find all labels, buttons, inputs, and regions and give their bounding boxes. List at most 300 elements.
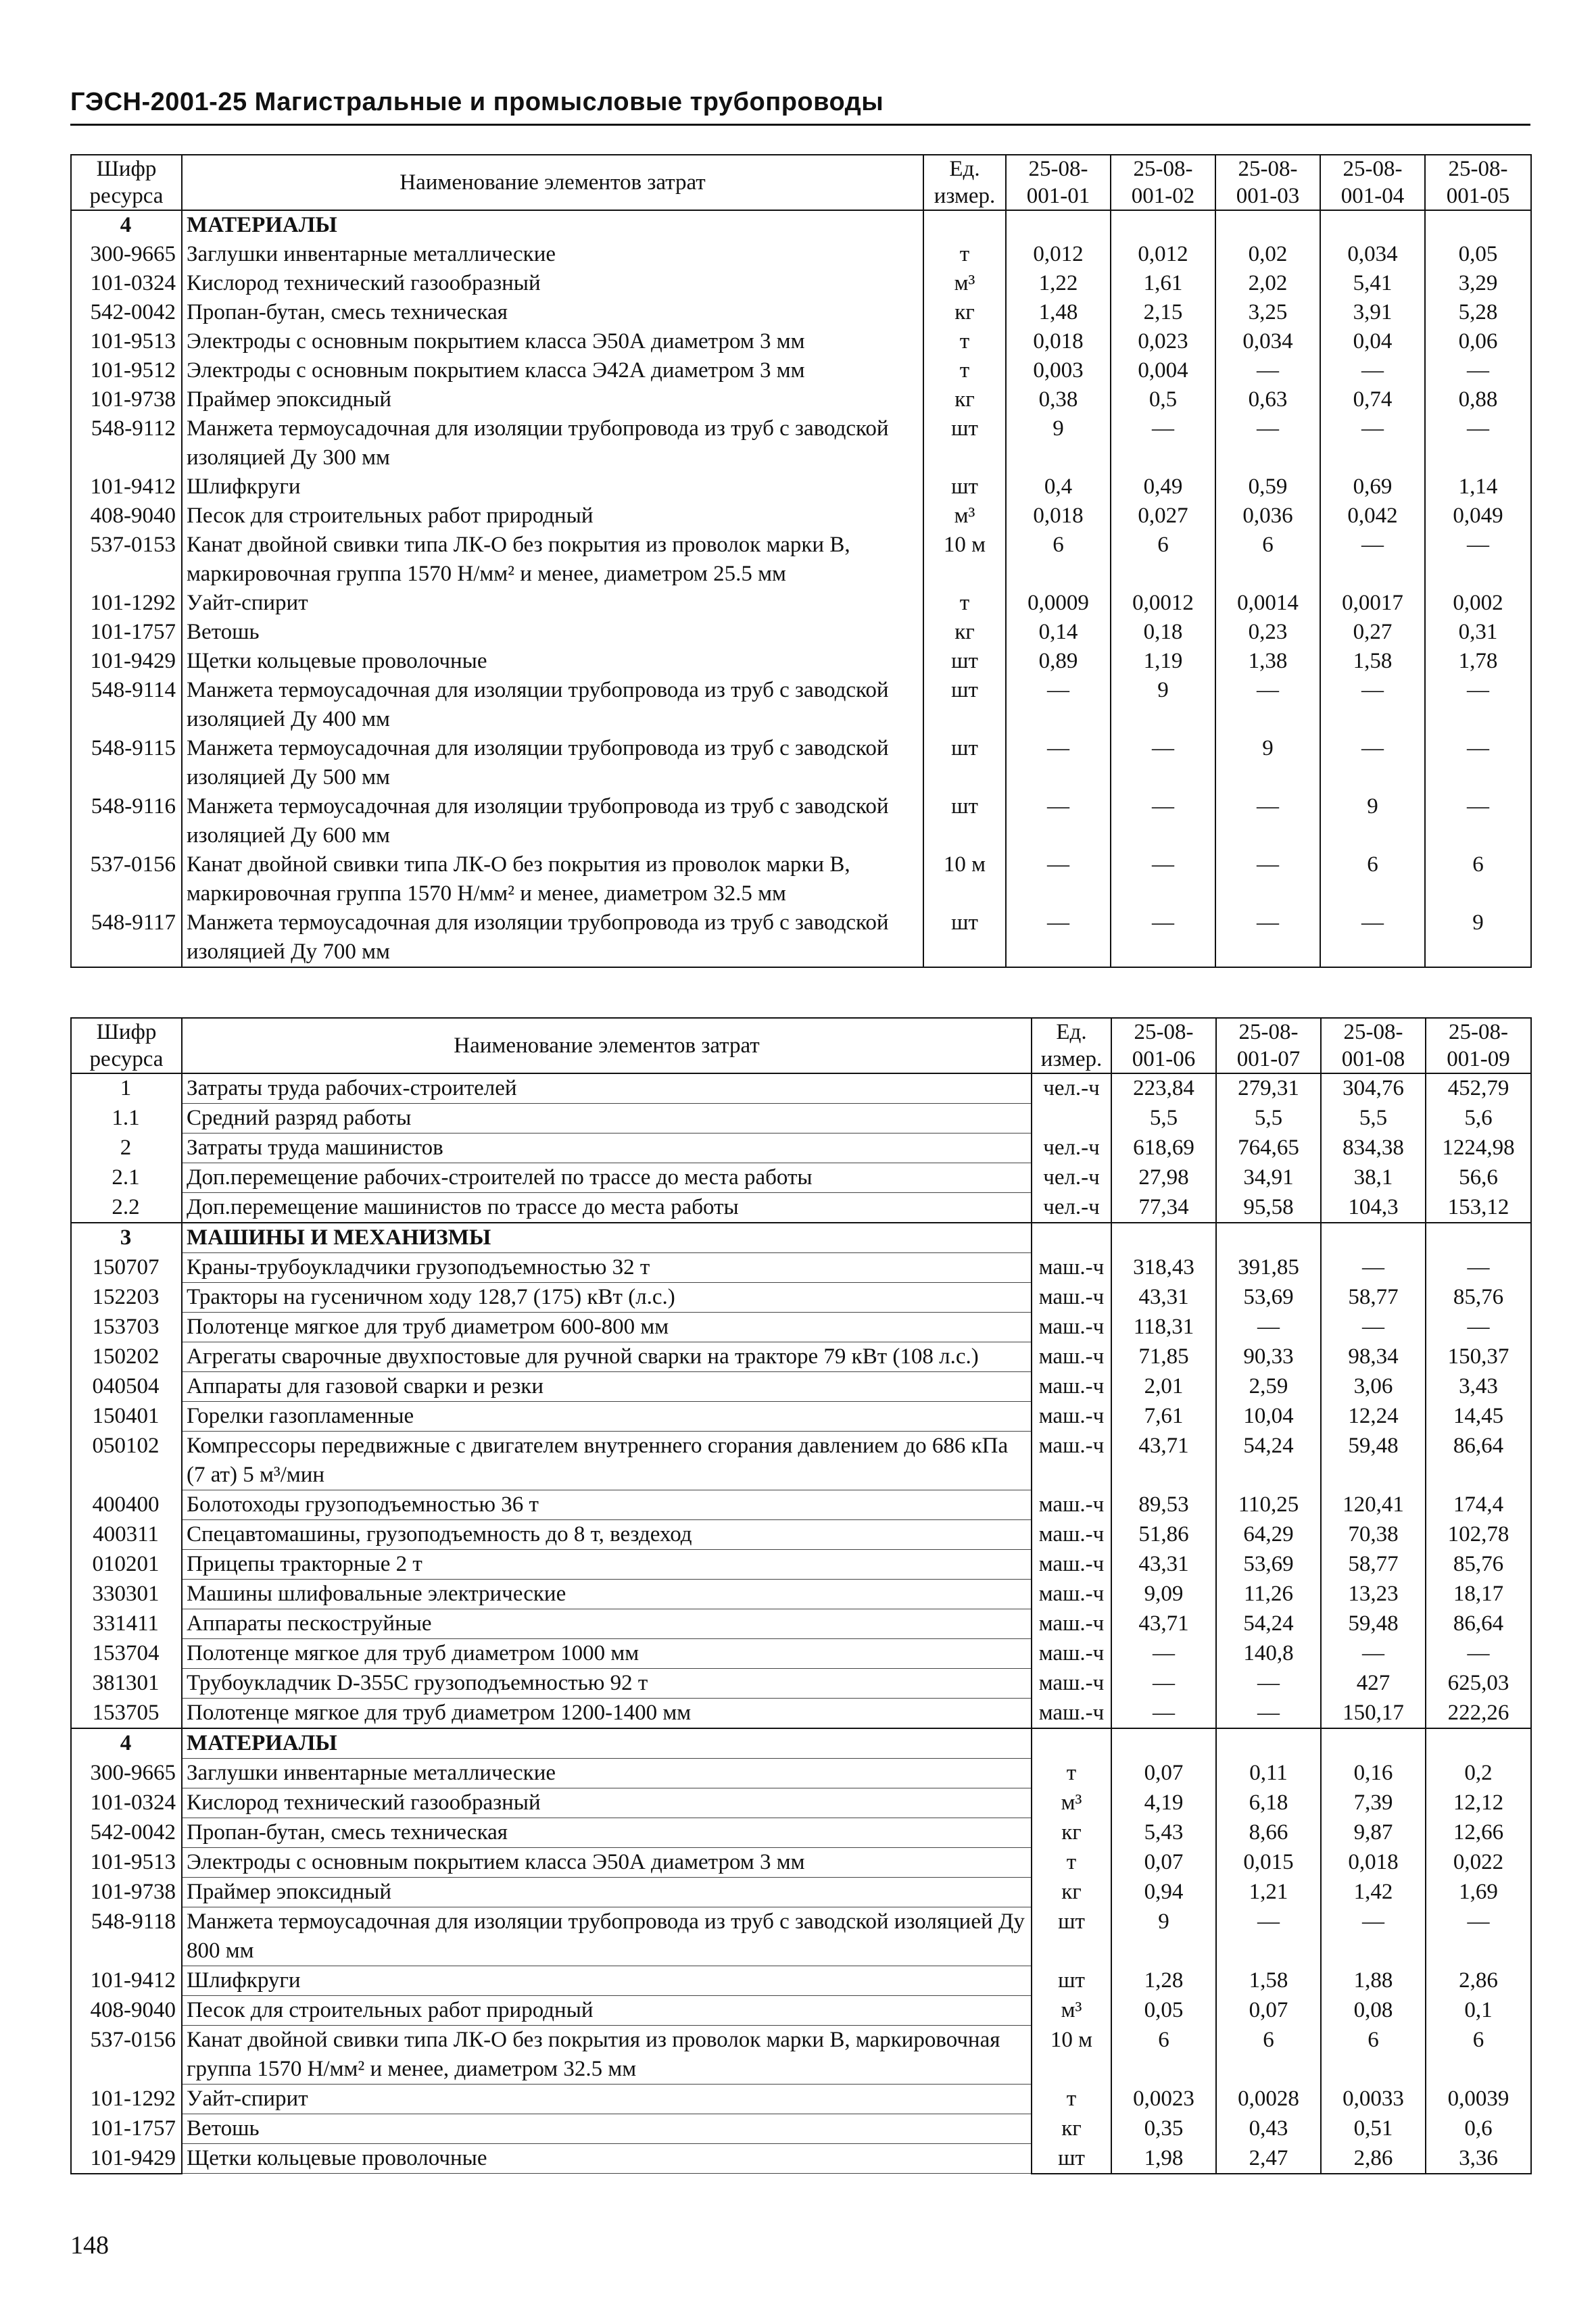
norm-value: 14,45 <box>1426 1402 1531 1432</box>
table-row <box>71 1759 1531 1788</box>
norm-value: — <box>1426 1907 1531 1966</box>
unit-of-measure: чел.-ч <box>1032 1073 1111 1104</box>
norm-value: 0,11 <box>1216 1759 1321 1788</box>
table-row <box>71 1907 1531 1966</box>
col-header-code: Шифр ресурса <box>71 1018 182 1073</box>
table-row <box>71 792 1531 850</box>
norm-value: 0,18 <box>1111 618 1215 647</box>
norm-value: — <box>1320 356 1425 385</box>
resource-code: 101-9738 <box>71 385 182 414</box>
norm-value: 12,12 <box>1426 1788 1531 1818</box>
norm-value: 0,31 <box>1425 618 1531 647</box>
unit-of-measure: шт <box>923 792 1006 850</box>
resource-code: 150707 <box>71 1253 182 1283</box>
norm-value: 1,48 <box>1006 298 1111 327</box>
col-header-code: Шифр ресурса <box>71 155 182 210</box>
norm-value: 4,19 <box>1111 1788 1216 1818</box>
unit-of-measure: кг <box>1032 1818 1111 1848</box>
resource-code: 537-0156 <box>71 2026 182 2085</box>
norm-value: — <box>1111 850 1215 908</box>
resource-code: 010201 <box>71 1550 182 1580</box>
unit-of-measure: кг <box>923 298 1006 327</box>
resource-name: Заглушки инвентарные металлические <box>182 240 923 269</box>
norm-value: 0,034 <box>1320 240 1425 269</box>
norm-value <box>1321 1223 1426 1253</box>
norm-value: 1,38 <box>1215 647 1320 676</box>
unit-of-measure: маш.-ч <box>1032 1669 1111 1699</box>
norm-value <box>1216 1728 1321 1759</box>
norm-value: — <box>1426 1639 1531 1669</box>
table-row <box>71 1609 1531 1639</box>
norm-value: 64,29 <box>1216 1520 1321 1550</box>
unit-of-measure: чел.-ч <box>1032 1163 1111 1193</box>
table-row <box>71 1073 1531 1104</box>
norm-value: 2,59 <box>1216 1372 1321 1402</box>
norm-value: 0,036 <box>1215 502 1320 531</box>
resource-code: 330301 <box>71 1580 182 1609</box>
norm-value: 58,77 <box>1321 1283 1426 1313</box>
norm-value: 0,23 <box>1215 618 1320 647</box>
norm-value: 0,023 <box>1111 327 1215 356</box>
resource-name: Манжета термоусадочная для изоляции трубопровода из труб с заводской изоляцией Ду 700 мм <box>182 908 923 967</box>
table-row <box>71 356 1531 385</box>
norm-value: — <box>1321 1253 1426 1283</box>
table-row <box>71 589 1531 618</box>
table-row <box>71 1639 1531 1669</box>
norm-value: 1,58 <box>1216 1966 1321 1996</box>
norm-value: 2,15 <box>1111 298 1215 327</box>
norm-value: 150,17 <box>1321 1699 1426 1729</box>
resource-name: Аппараты для газовой сварки и резки <box>182 1372 1032 1402</box>
norm-value: 0,63 <box>1215 385 1320 414</box>
unit-of-measure: маш.-ч <box>1032 1609 1111 1639</box>
table-row <box>71 1253 1531 1283</box>
norm-value: — <box>1320 531 1425 589</box>
norm-value: — <box>1216 1313 1321 1342</box>
col-header-norm: 25-08-001-08 <box>1321 1018 1426 1073</box>
table-row <box>71 1669 1531 1699</box>
norm-value: 0,0039 <box>1426 2085 1531 2114</box>
unit-of-measure: шт <box>923 908 1006 967</box>
table-header-row <box>71 155 1531 210</box>
resource-code: 1 <box>71 1073 182 1104</box>
norm-value <box>1006 210 1111 240</box>
unit-of-measure: чел.-ч <box>1032 1134 1111 1163</box>
resource-name: Спецавтомашины, грузоподъемность до 8 т, вездеход <box>182 1520 1032 1550</box>
norm-value: 3,91 <box>1320 298 1425 327</box>
resource-name: Машины шлифовальные электрические <box>182 1580 1032 1609</box>
col-header-norm: 25-08-001-05 <box>1425 155 1531 210</box>
norm-value: 0,69 <box>1320 472 1425 502</box>
col-header-norm: 25-08-001-03 <box>1215 155 1320 210</box>
table-row <box>71 414 1531 472</box>
col-header-unit: Ед. измер. <box>923 155 1006 210</box>
unit-of-measure: маш.-ч <box>1032 1550 1111 1580</box>
norm-value: 3,06 <box>1321 1372 1426 1402</box>
resource-name: Горелки газопламенные <box>182 1402 1032 1432</box>
resource-name: Электроды с основным покрытием класса Э50А диаметром 3 мм <box>182 327 923 356</box>
unit-of-measure: т <box>923 589 1006 618</box>
table-row <box>71 1848 1531 1878</box>
unit-of-measure: маш.-ч <box>1032 1342 1111 1372</box>
resource-code: 101-1757 <box>71 2114 182 2144</box>
resource-name: МАТЕРИАЛЫ <box>182 1728 1032 1759</box>
norm-value <box>1111 1223 1216 1253</box>
norm-value: 9,09 <box>1111 1580 1216 1609</box>
resource-code: 101-9412 <box>71 472 182 502</box>
norm-value: — <box>1006 734 1111 792</box>
norm-value: 5,41 <box>1320 269 1425 298</box>
norm-value: 90,33 <box>1216 1342 1321 1372</box>
norm-value: 174,4 <box>1426 1490 1531 1520</box>
resource-code: 101-1292 <box>71 589 182 618</box>
norm-value: 0,012 <box>1111 240 1215 269</box>
norm-value: — <box>1425 414 1531 472</box>
resource-name: Кислород технический газообразный <box>182 269 923 298</box>
unit-of-measure <box>923 210 1006 240</box>
table-header-row <box>71 1018 1531 1073</box>
unit-of-measure: м³ <box>1032 1996 1111 2026</box>
norm-value: 3,43 <box>1426 1372 1531 1402</box>
unit-of-measure <box>1032 1104 1111 1134</box>
norm-value: 150,37 <box>1426 1342 1531 1372</box>
norm-value: 9 <box>1111 1907 1216 1966</box>
resource-code: 152203 <box>71 1283 182 1313</box>
resource-name: Полотенце мягкое для труб диаметром 1000 мм <box>182 1639 1032 1669</box>
norm-value: 102,78 <box>1426 1520 1531 1550</box>
unit-of-measure: маш.-ч <box>1032 1432 1111 1490</box>
norm-value: 2,86 <box>1426 1966 1531 1996</box>
norm-value: 6 <box>1321 2026 1426 2085</box>
table-row <box>71 1372 1531 1402</box>
resource-name: Трубоукладчик D-355C грузоподъемностью 92 т <box>182 1669 1032 1699</box>
norm-value: — <box>1006 676 1111 734</box>
unit-of-measure: шт <box>923 734 1006 792</box>
resource-code: 381301 <box>71 1669 182 1699</box>
norm-value: 0,015 <box>1216 1848 1321 1878</box>
norm-value: 1,69 <box>1426 1878 1531 1907</box>
unit-of-measure: шт <box>923 676 1006 734</box>
col-header-name: Наименование элементов затрат <box>182 1018 1032 1073</box>
norm-value: — <box>1215 676 1320 734</box>
norm-value: — <box>1425 676 1531 734</box>
resource-code: 101-9513 <box>71 1848 182 1878</box>
norm-value: — <box>1111 908 1215 967</box>
resource-name: Доп.перемещение рабочих-строителей по трассе до места работы <box>182 1163 1032 1193</box>
norm-value: 5,6 <box>1426 1104 1531 1134</box>
norm-value: 0,07 <box>1111 1759 1216 1788</box>
norm-value <box>1321 1728 1426 1759</box>
resource-name: Ветошь <box>182 618 923 647</box>
norm-value: 0,0033 <box>1321 2085 1426 2114</box>
resource-code: 101-9429 <box>71 647 182 676</box>
unit-of-measure: маш.-ч <box>1032 1520 1111 1550</box>
resource-name: Электроды с основным покрытием класса Э42А диаметром 3 мм <box>182 356 923 385</box>
norm-value: 118,31 <box>1111 1313 1216 1342</box>
norm-value: — <box>1320 734 1425 792</box>
resource-code: 542-0042 <box>71 298 182 327</box>
norm-value: 223,84 <box>1111 1073 1216 1104</box>
norm-value: — <box>1111 1669 1216 1699</box>
norm-value: 834,38 <box>1321 1134 1426 1163</box>
norm-value: 3,36 <box>1426 2144 1531 2174</box>
unit-of-measure: т <box>1032 2085 1111 2114</box>
norm-value: 1,98 <box>1111 2144 1216 2174</box>
resource-code: 2.1 <box>71 1163 182 1193</box>
norm-value: 53,69 <box>1216 1550 1321 1580</box>
norm-value: 1,61 <box>1111 269 1215 298</box>
norm-value: 0,43 <box>1216 2114 1321 2144</box>
norm-value: 12,24 <box>1321 1402 1426 1432</box>
norm-value: 9 <box>1006 414 1111 472</box>
norm-value: 6 <box>1426 2026 1531 2085</box>
resource-name: Компрессоры передвижные с двигателем внутреннего сгорания давлением до 686 кПа (7 ат) 5 м³/мин <box>182 1432 1032 1490</box>
norm-value: — <box>1320 414 1425 472</box>
norm-value: — <box>1111 414 1215 472</box>
norm-value: — <box>1111 792 1215 850</box>
resource-name: Канат двойной свивки типа ЛК-О без покрытия из проволок марки В, маркировочная группа 1570 Н/мм² и менее, диаметром 32.5 мм <box>182 850 923 908</box>
resource-name: Доп.перемещение машинистов по трассе до места работы <box>182 1193 1032 1223</box>
norm-value: — <box>1215 792 1320 850</box>
norm-value: 0,0009 <box>1006 589 1111 618</box>
resource-name: Болотоходы грузоподъемностью 36 т <box>182 1490 1032 1520</box>
resource-name: Аппараты пескоструйные <box>182 1609 1032 1639</box>
resource-code: 101-9512 <box>71 356 182 385</box>
unit-of-measure: маш.-ч <box>1032 1313 1111 1342</box>
resource-code: 4 <box>71 1728 182 1759</box>
resource-name: Манжета термоусадочная для изоляции трубопровода из труб с заводской изоляцией Ду 800 мм <box>182 1907 1032 1966</box>
norm-value: 0,0017 <box>1320 589 1425 618</box>
resource-code: 150401 <box>71 1402 182 1432</box>
unit-of-measure: 10 м <box>1032 2026 1111 2085</box>
resource-name: Щетки кольцевые проволочные <box>182 2144 1032 2174</box>
norm-value: 618,69 <box>1111 1134 1216 1163</box>
norm-value: 0,27 <box>1320 618 1425 647</box>
norm-value: 1,19 <box>1111 647 1215 676</box>
norm-value: 0,0028 <box>1216 2085 1321 2114</box>
resource-code: 408-9040 <box>71 502 182 531</box>
unit-of-measure: шт <box>923 414 1006 472</box>
resource-name: Затраты труда рабочих-строителей <box>182 1073 1032 1104</box>
norm-value: 6 <box>1216 2026 1321 2085</box>
resource-code: 400400 <box>71 1490 182 1520</box>
norm-value: 0,0023 <box>1111 2085 1216 2114</box>
norm-value: 2,47 <box>1216 2144 1321 2174</box>
norm-value: 43,71 <box>1111 1609 1216 1639</box>
norm-value <box>1215 210 1320 240</box>
norm-value: 0,6 <box>1426 2114 1531 2144</box>
norm-value: 0,5 <box>1111 385 1215 414</box>
resource-code: 040504 <box>71 1372 182 1402</box>
table-row <box>71 1313 1531 1342</box>
table-row <box>71 531 1531 589</box>
resource-name: МАТЕРИАЛЫ <box>182 210 923 240</box>
norm-value: 0,004 <box>1111 356 1215 385</box>
norm-value: 222,26 <box>1426 1699 1531 1729</box>
resource-name: Уайт-спирит <box>182 589 923 618</box>
table-row <box>71 1342 1531 1372</box>
resource-name: Манжета термоусадочная для изоляции трубопровода из труб с заводской изоляцией Ду 400 мм <box>182 676 923 734</box>
norm-value: 70,38 <box>1321 1520 1426 1550</box>
unit-of-measure: шт <box>1032 1907 1111 1966</box>
norm-value: 1,21 <box>1216 1878 1321 1907</box>
norm-value: 279,31 <box>1216 1073 1321 1104</box>
norm-value: 9 <box>1425 908 1531 967</box>
header-divider <box>70 124 1530 126</box>
norm-value: 0,74 <box>1320 385 1425 414</box>
resource-name: Пропан-бутан, смесь техническая <box>182 298 923 327</box>
norm-value: 10,04 <box>1216 1402 1321 1432</box>
norm-value: 77,34 <box>1111 1193 1216 1223</box>
resource-code: 153705 <box>71 1699 182 1729</box>
norm-value: 0,35 <box>1111 2114 1216 2144</box>
resource-code: 1.1 <box>71 1104 182 1134</box>
resource-code: 548-9112 <box>71 414 182 472</box>
norm-value: 59,48 <box>1321 1432 1426 1490</box>
table-row <box>71 1580 1531 1609</box>
norm-value: 6 <box>1006 531 1111 589</box>
resource-code: 408-9040 <box>71 1996 182 2026</box>
norm-value: 2,02 <box>1215 269 1320 298</box>
resource-name: Агрегаты сварочные двухпостовые для ручной сварки на тракторе 79 кВт (108 л.с.) <box>182 1342 1032 1372</box>
unit-of-measure: маш.-ч <box>1032 1639 1111 1669</box>
norm-value: 85,76 <box>1426 1550 1531 1580</box>
table-row <box>71 502 1531 531</box>
norm-value: 0,89 <box>1006 647 1111 676</box>
table-row <box>71 2144 1531 2174</box>
norm-value: 13,23 <box>1321 1580 1426 1609</box>
norm-value: 18,17 <box>1426 1580 1531 1609</box>
norm-value: 1,88 <box>1321 1966 1426 1996</box>
resource-table-2 <box>70 1017 1532 2174</box>
unit-of-measure: кг <box>923 385 1006 414</box>
norm-value: 43,71 <box>1111 1432 1216 1490</box>
norm-value: 9,87 <box>1321 1818 1426 1848</box>
norm-value: 625,03 <box>1426 1669 1531 1699</box>
norm-value: 8,66 <box>1216 1818 1321 1848</box>
norm-value <box>1216 1223 1321 1253</box>
norm-value: 7,39 <box>1321 1788 1426 1818</box>
resource-name: Полотенце мягкое для труб диаметром 1200-1400 мм <box>182 1699 1032 1729</box>
resource-name: Праймер эпоксидный <box>182 385 923 414</box>
norm-value: 6 <box>1111 2026 1216 2085</box>
norm-value <box>1426 1223 1531 1253</box>
norm-value: 2,86 <box>1321 2144 1426 2174</box>
resource-name: Уайт-спирит <box>182 2085 1032 2114</box>
norm-value: — <box>1216 1907 1321 1966</box>
norm-value: 11,26 <box>1216 1580 1321 1609</box>
unit-of-measure: маш.-ч <box>1032 1283 1111 1313</box>
table-row <box>71 1520 1531 1550</box>
norm-value: 9 <box>1320 792 1425 850</box>
resource-code: 150202 <box>71 1342 182 1372</box>
norm-value: 0,07 <box>1111 1848 1216 1878</box>
unit-of-measure: шт <box>923 472 1006 502</box>
norm-value: 43,31 <box>1111 1550 1216 1580</box>
resource-code: 537-0153 <box>71 531 182 589</box>
norm-value: 51,86 <box>1111 1520 1216 1550</box>
norm-value: 6 <box>1320 850 1425 908</box>
resource-name: Манжета термоусадочная для изоляции трубопровода из труб с заводской изоляцией Ду 600 мм <box>182 792 923 850</box>
unit-of-measure: кг <box>1032 2114 1111 2144</box>
table-row <box>71 2085 1531 2114</box>
norm-value: 53,69 <box>1216 1283 1321 1313</box>
table-row <box>71 618 1531 647</box>
table-row <box>71 1490 1531 1520</box>
norm-value: 764,65 <box>1216 1134 1321 1163</box>
table-row <box>71 1134 1531 1163</box>
norm-value: 0,022 <box>1426 1848 1531 1878</box>
resource-code: 101-0324 <box>71 269 182 298</box>
norm-value: — <box>1425 792 1531 850</box>
resource-code: 548-9116 <box>71 792 182 850</box>
norm-value: 98,34 <box>1321 1342 1426 1372</box>
norm-value <box>1111 210 1215 240</box>
resource-name: Электроды с основным покрытием класса Э50А диаметром 3 мм <box>182 1848 1032 1878</box>
table-row <box>71 385 1531 414</box>
resource-name: МАШИНЫ И МЕХАНИЗМЫ <box>182 1223 1032 1253</box>
col-header-name: Наименование элементов затрат <box>182 155 923 210</box>
table-row <box>71 1996 1531 2026</box>
norm-value: 6 <box>1215 531 1320 589</box>
table-row <box>71 1104 1531 1134</box>
resource-code: 153703 <box>71 1313 182 1342</box>
norm-value: — <box>1321 1313 1426 1342</box>
norm-value: 12,66 <box>1426 1818 1531 1848</box>
norm-value: — <box>1321 1639 1426 1669</box>
norm-value: 0,2 <box>1426 1759 1531 1788</box>
resource-code: 548-9118 <box>71 1907 182 1966</box>
unit-of-measure: м³ <box>1032 1788 1111 1818</box>
norm-value: 5,28 <box>1425 298 1531 327</box>
resource-code: 4 <box>71 210 182 240</box>
unit-of-measure: маш.-ч <box>1032 1580 1111 1609</box>
norm-value: 71,85 <box>1111 1342 1216 1372</box>
unit-of-measure: кг <box>1032 1878 1111 1907</box>
resource-code: 548-9117 <box>71 908 182 967</box>
norm-value: 1,78 <box>1425 647 1531 676</box>
table-row <box>71 2026 1531 2085</box>
norm-value: 3,29 <box>1425 269 1531 298</box>
norm-value: 6 <box>1111 531 1215 589</box>
norm-value: 120,41 <box>1321 1490 1426 1520</box>
norm-value: — <box>1111 734 1215 792</box>
resource-code: 331411 <box>71 1609 182 1639</box>
unit-of-measure: 10 м <box>923 850 1006 908</box>
resource-code: 300-9665 <box>71 1759 182 1788</box>
norm-value: — <box>1320 908 1425 967</box>
norm-value: 452,79 <box>1426 1073 1531 1104</box>
norm-value: 1,58 <box>1320 647 1425 676</box>
unit-of-measure: кг <box>923 618 1006 647</box>
unit-of-measure: шт <box>1032 2144 1111 2174</box>
col-header-norm: 25-08-001-09 <box>1426 1018 1531 1073</box>
resource-code: 101-0324 <box>71 1788 182 1818</box>
resource-name: Шлифкруги <box>182 472 923 502</box>
col-header-unit: Ед. измер. <box>1032 1018 1111 1073</box>
resource-name: Манжета термоусадочная для изоляции трубопровода из труб с заводской изоляцией Ду 300 мм <box>182 414 923 472</box>
norm-value: 56,6 <box>1426 1163 1531 1193</box>
norm-value: 0,0012 <box>1111 589 1215 618</box>
unit-of-measure: т <box>923 240 1006 269</box>
norm-value: — <box>1321 1907 1426 1966</box>
resource-code: 542-0042 <box>71 1818 182 1848</box>
resource-code: 3 <box>71 1223 182 1253</box>
norm-value: 0,002 <box>1425 589 1531 618</box>
resource-name: Кислород технический газообразный <box>182 1788 1032 1818</box>
norm-value: 0,042 <box>1320 502 1425 531</box>
norm-value: 0,05 <box>1111 1996 1216 2026</box>
